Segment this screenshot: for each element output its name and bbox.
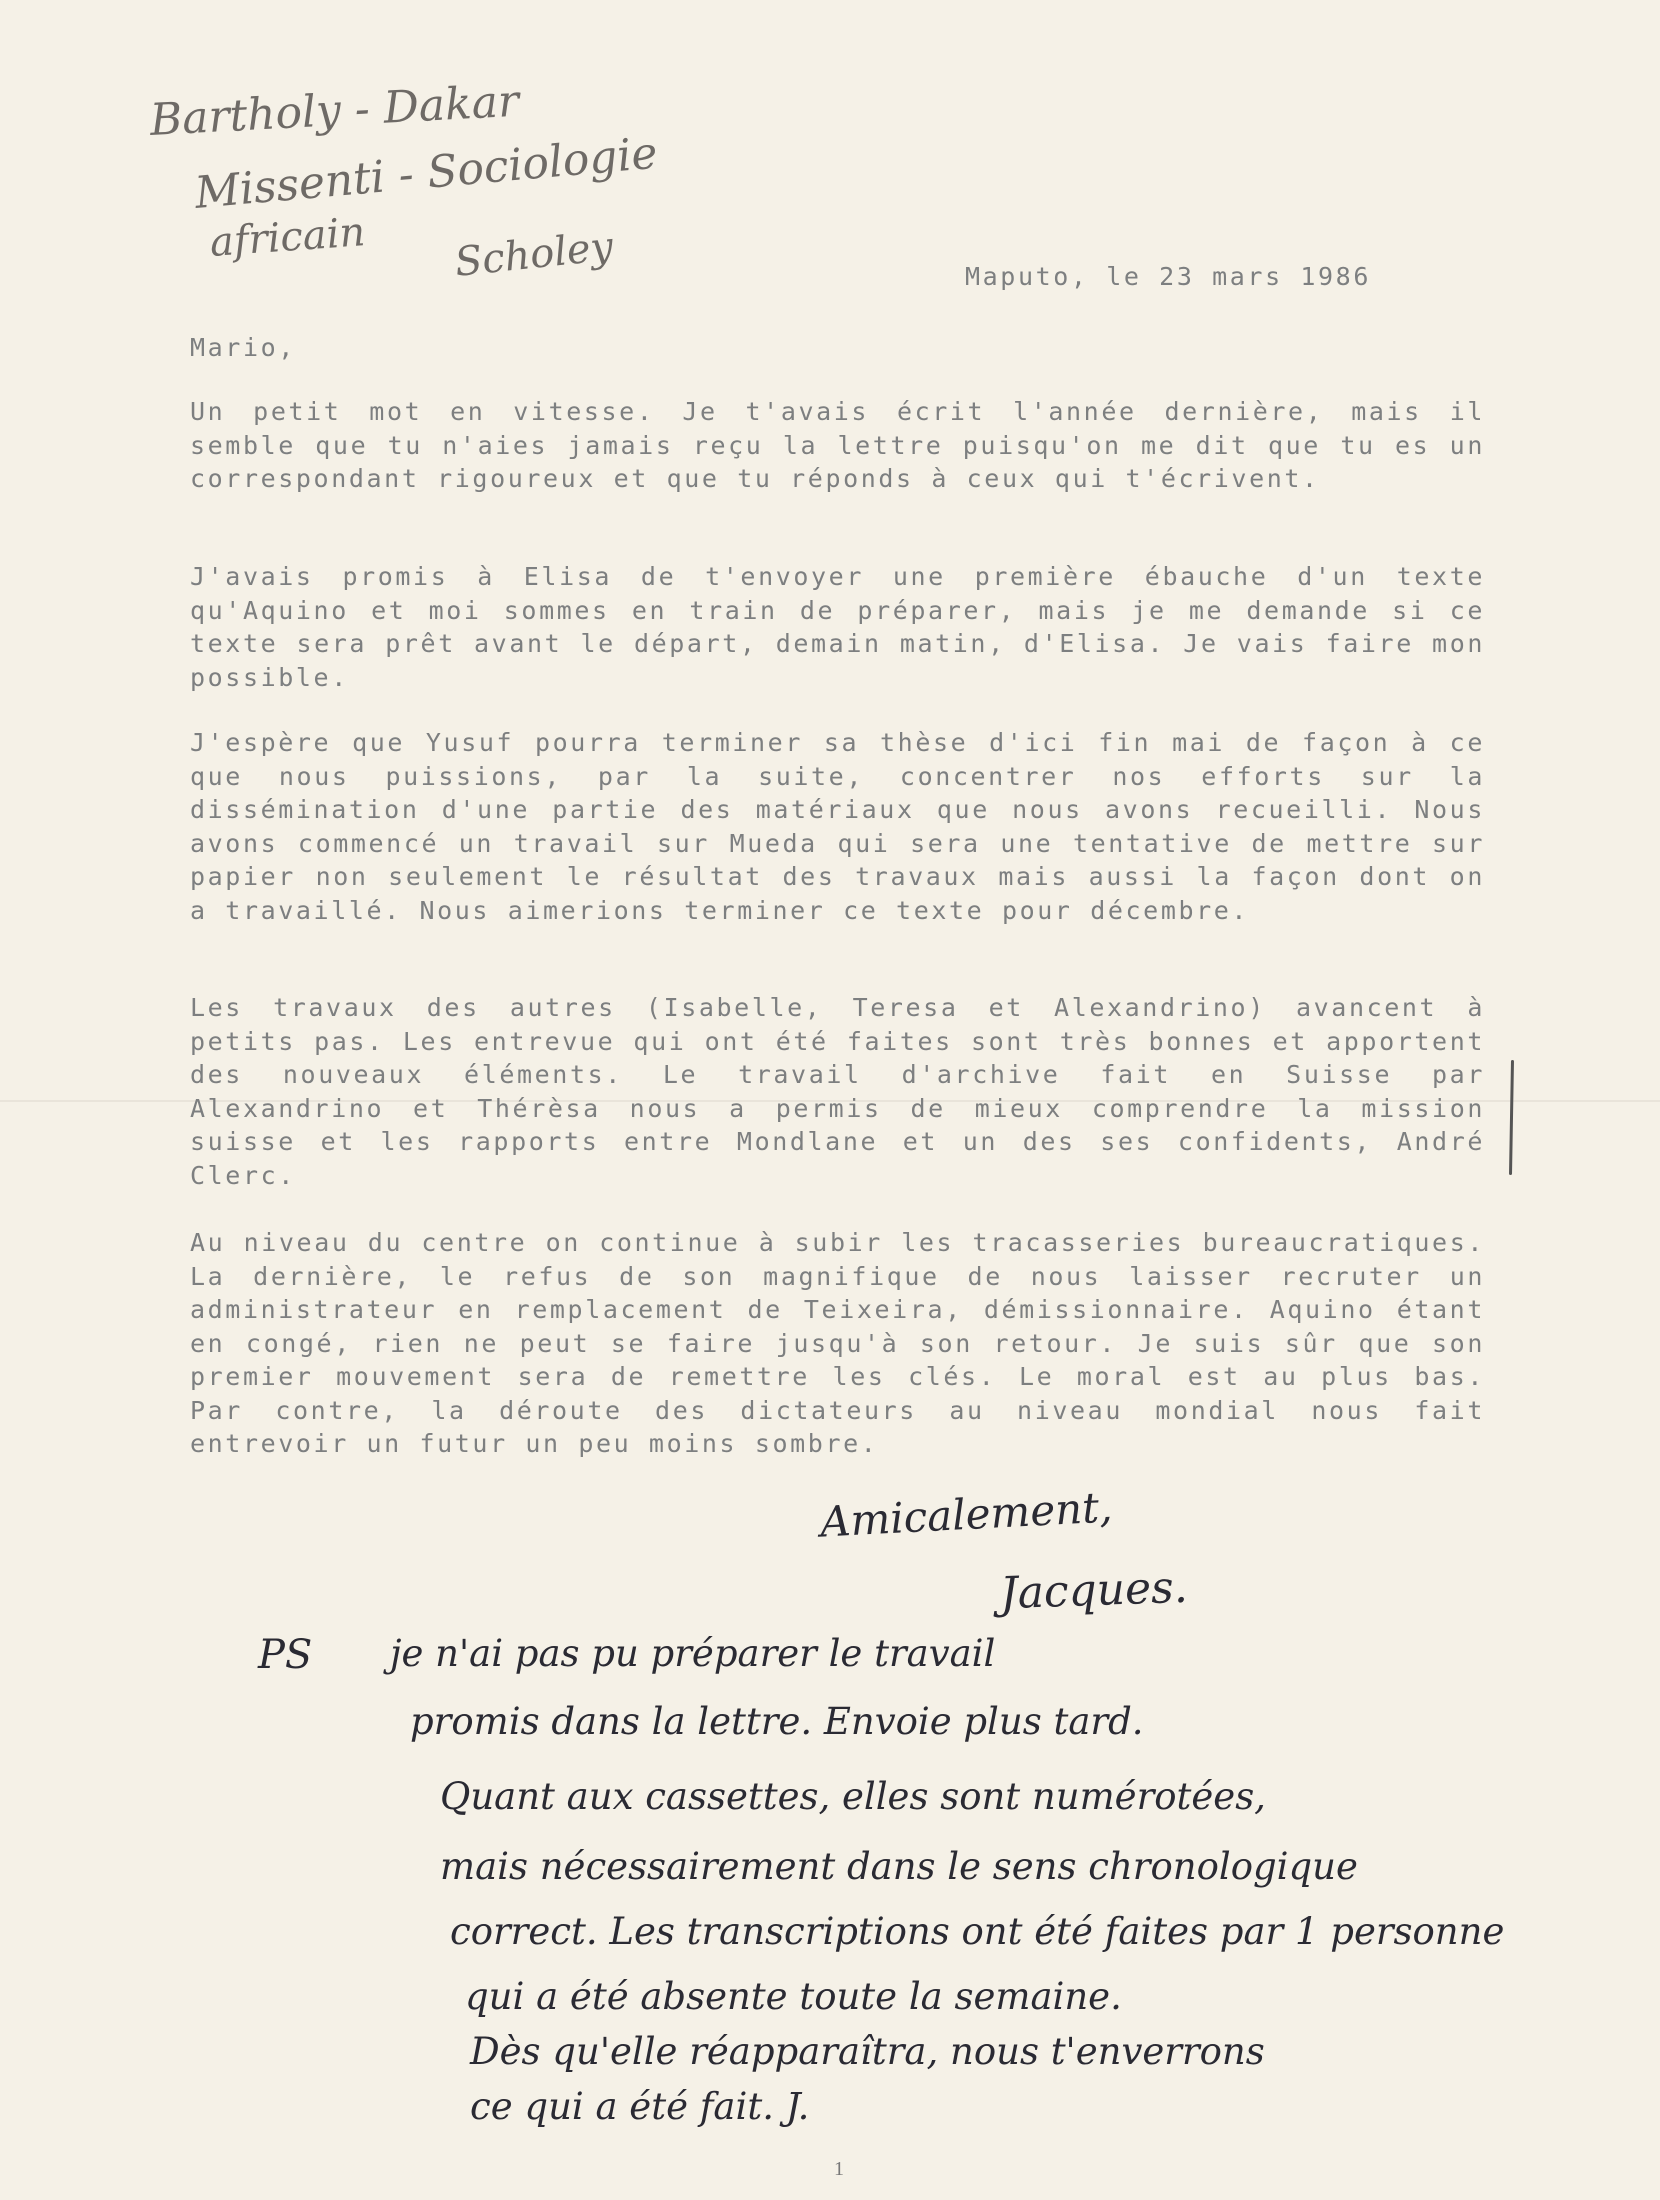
letter-paragraph: J'avais promis à Elisa de t'envoyer une première ébauche d'un texte qu'Aquino et moi sommes en train de préparer, mais je me demande si ce texte sera prêt avant le départ, demain matin, d'Elisa. Je vais faire mon possible.	[190, 562, 1485, 692]
postscript-line: promis dans la lettre. Envoie plus tard.	[410, 1700, 1144, 1743]
postscript-line: Dès qu'elle réapparaîtra, nous t'enverrons	[470, 2030, 1265, 2073]
postscript-line: mais nécessairement dans le sens chronologique	[440, 1845, 1358, 1888]
letter-date: Maputo, le 23 mars 1986	[965, 262, 1371, 291]
margin-note-line-1: Bartholy - Dakar	[148, 75, 521, 146]
margin-mark-line	[1509, 1060, 1514, 1175]
postscript-line: ce qui a été fait. J.	[470, 2085, 810, 2128]
letter-salutation: Mario,	[190, 333, 296, 362]
page-number: 1	[834, 2158, 844, 2180]
letter-signature: Jacques.	[999, 1561, 1189, 1620]
postscript-line: qui a été absente toute la semaine.	[465, 1975, 1122, 2018]
letter-paragraph: Les travaux des autres (Isabelle, Teresa et Alexandrino) avancent à petits pas. Les entrevue qui ont été faites sont très bonnes et apportent des nouveaux éléments. Le travail d'archive fait en Suisse par Alexandrino et Thérèsa nous a permis de mieux comprendre la mission suisse et les rapports entre Mondlane et un des ses confidents, André Clerc.	[190, 993, 1485, 1190]
margin-note-line-3: africain	[208, 209, 367, 266]
postscript-line: je n'ai pas pu préparer le travail	[390, 1632, 996, 1675]
postscript-line: correct. Les transcriptions ont été faites par 1 personne	[450, 1910, 1505, 1953]
letter-closing: Amicalement,	[818, 1482, 1114, 1547]
letter-paragraph: Au niveau du centre on continue à subir les tracasseries bureaucratiques. La dernière, le refus de son magnifique de nous laisser recruter un administrateur en remplacement de Teixeira, démissionnaire. Aquino étant en congé, rien ne peut se faire jusqu'à son retour. Je suis sûr que son premier mouvement sera de remettre les clés. Le moral est au plus bas. Par contre, la déroute des dictateurs au niveau mondial nous fait entrevoir un futur un peu moins sombre.	[190, 1228, 1485, 1458]
letter-paragraph: Un petit mot en vitesse. Je t'avais écrit l'année dernière, mais il semble que tu n'aies jamais reçu la lettre puisqu'on me dit que tu es un correspondant rigoureux et que tu réponds à ceux qui t'écrivent.	[190, 397, 1485, 493]
margin-note-line-4: Scholey	[452, 223, 616, 286]
postscript-label: PS	[258, 1632, 313, 1678]
margin-note-line-2: Missenti - Sociologie	[192, 127, 660, 219]
letter-paragraph: J'espère que Yusuf pourra terminer sa thèse d'ici fin mai de façon à ce que nous puissions, par la suite, concentrer nos efforts sur la dissémination d'une partie des matériaux que nous avons recueilli. Nous avons commencé un travail sur Mueda qui sera une tentative de mettre sur papier non seulement le résultat des travaux mais aussi la façon dont on a travaillé. Nous aimerions terminer ce texte pour décembre.	[190, 728, 1485, 925]
postscript-line: Quant aux cassettes, elles sont numérotées,	[440, 1775, 1266, 1818]
